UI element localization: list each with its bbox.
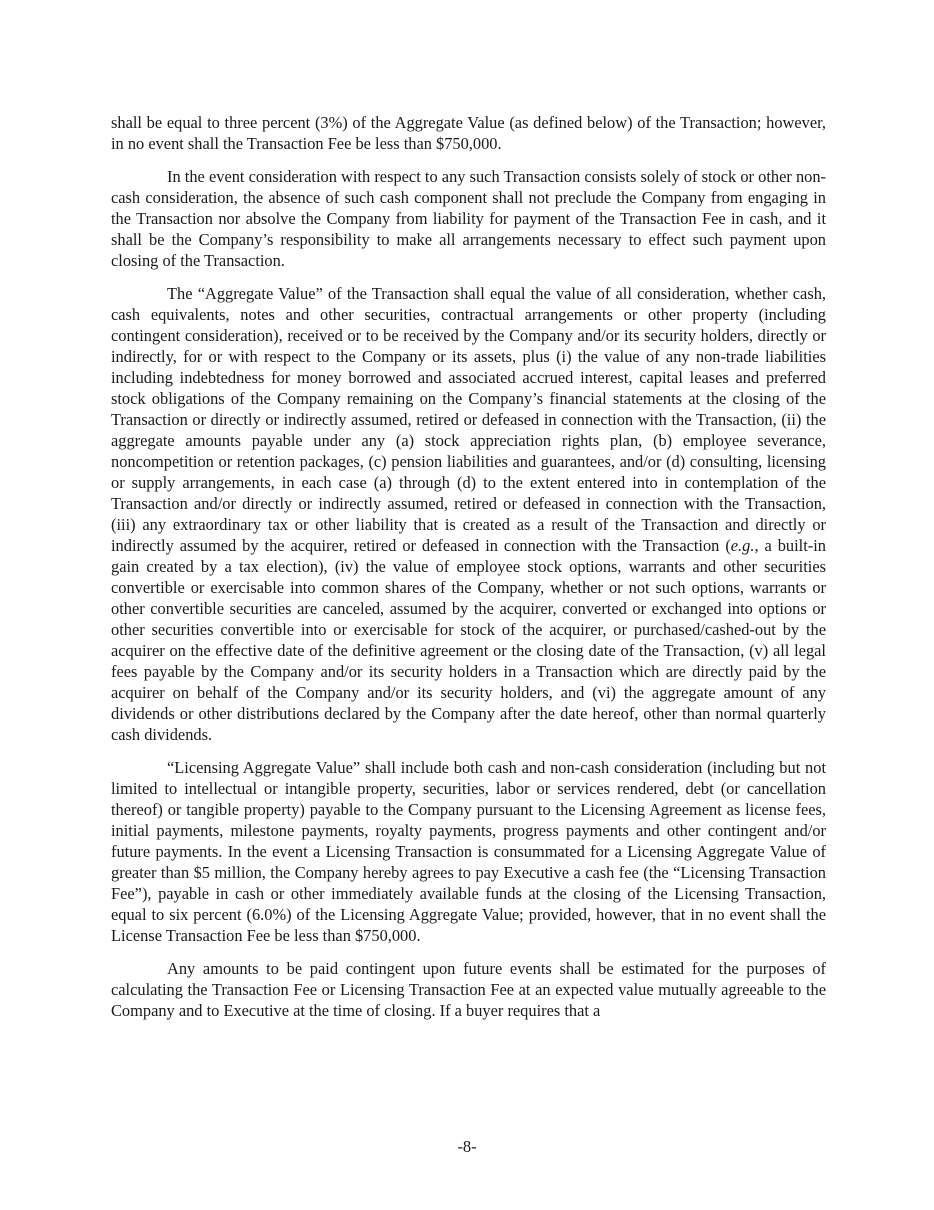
aggregate-value-text-part-1: The “Aggregate Value” of the Transaction shall equal the value of all consideration, whether cash, cash equivalents, notes and other securities, contractual arrangements or other property (including contingent consideration), received or to be received by the Company and/or its security holders, directly or indirectly, for or with respect to the Company or its assets, plus (i) the value of any non-trade liabilities including indebtedness for money borrowed and associated accrued interest, capital leases and preferred stock obligations of the Company remaining on the Company’s financial statements at the closing of the Transaction or directly or indirectly assumed, retired or defeased in connection with the Transaction, (ii) the aggregate amounts payable under any (a) stock appreciation rights plan, (b) employee severance, noncompetition or retention packages, (c) pension liabilities and guarantees, and/or (d) consulting, licensing or supply arrangements, in each case (a) through (d) to the extent entered into in contemplation of the Transaction and/or directly or indirectly assumed, retired or defeased in connection with the Transaction, (iii) any extraordinary tax or other liability that is created as a result of the Transaction and directly or indirectly assumed by the acquirer, retired or defeased in connection with the Transaction ( — [111, 284, 826, 555]
page-number: -8- — [457, 1137, 477, 1156]
paragraph-transaction-fee-continuation: shall be equal to three percent (3%) of the Aggregate Value (as defined below) of the Transaction; however, in no event shall the Transaction Fee be less than $750,000. — [111, 113, 826, 153]
paragraph-aggregate-value — [111, 283, 826, 745]
aggregate-value-text-part-2: , a built-in gain created by a tax election), (iv) the value of employee stock options, warrants and other securities convertible or exercisable into common shares of the Company, whether or not such options, warrants or other convertible securities are canceled, assumed by the acquirer, converted or exchanged into options or other securities convertible into or exercisable for stock of the acquirer, or purchased/cashed-out by the acquirer on the effective date of the definitive agreement or the closing date of the Transaction, (v) all legal fees payable by the Company and/or its security holders in a Transaction which are directly paid by the acquirer on behalf of the Company and/or its security holders, and (vi) the aggregate amount of any dividends or other distributions declared by the Company after the date hereof, other than normal quarterly cash dividends. — [111, 536, 827, 744]
paragraph-licensing-aggregate-value: “Licensing Aggregate Value” shall include both cash and non-cash consideration (including but not limited to intellectual or intangible property, securities, labor or services rendered, debt (or cancellation thereof) or tangible property) payable to the Company pursuant to the Licensing Agreement as license fees, initial payments, milestone payments, royalty payments, progress payments and other contingent and/or future payments. In the event a Licensing Transaction is consummated for a Licensing Aggregate Value of greater than $5 million, the Company hereby agrees to pay Executive a cash fee (the “Licensing Transaction Fee”), payable in cash or other immediately available funds at the closing of the Licensing Transaction, equal to six percent (6.0%) of the Licensing Aggregate Value; provided, however, that in no event shall the License Transaction Fee be less than $750,000. — [111, 758, 826, 945]
paragraph-non-cash-consideration: In the event consideration with respect to any such Transaction consists solely of stock or other non-cash consideration, the absence of such cash component shall not preclude the Company from engaging in the Transaction nor absolve the Company from liability for payment of the Transaction Fee in cash, and it shall be the Company’s responsibility to make all arrangements necessary to effect such payment upon closing of the Transaction. — [111, 167, 826, 270]
document-page — [111, 112, 826, 1033]
aggregate-value-italic-eg: e.g. — [730, 536, 755, 555]
paragraph-contingent-amounts: Any amounts to be paid contingent upon future events shall be estimated for the purposes of calculating the Transaction Fee or Licensing Transaction Fee at an expected value mutually agreeable to the Company and to Executive at the time of closing. If a buyer requires that a — [111, 959, 826, 1020]
